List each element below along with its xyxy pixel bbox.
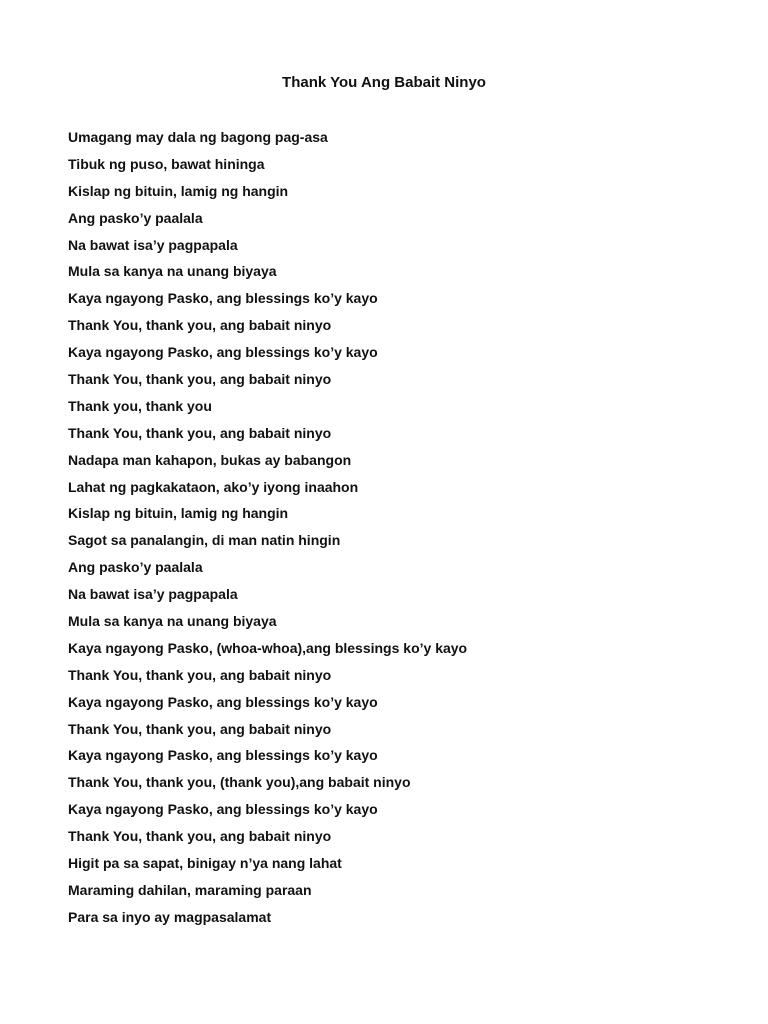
lyric-line: Tibuk ng puso, bawat hininga	[68, 155, 265, 172]
lyric-line: Para sa inyo ay magpasalamat	[68, 908, 272, 925]
lyric-line: Thank You, thank you, ang babait ninyo	[68, 666, 332, 683]
lyric-line: Mula sa kanya na unang biyaya	[68, 613, 277, 630]
lyric-line: Kaya ngayong Pasko, ang blessings ko’y kayo	[68, 693, 378, 710]
lyric-line: Ang pasko’y paalala	[68, 209, 203, 226]
lyric-line: Umagang may dala ng bagong pag-asa	[68, 129, 328, 145]
lyric-line: Kaya ngayong Pasko, ang blessings ko’y kayo	[68, 747, 378, 764]
lyric-line: Thank You, thank you, ang babait ninyo	[68, 720, 332, 737]
lyric-line: Kislap ng bituin, lamig ng hangin	[68, 182, 289, 199]
lyric-line: Na bawat isa’y pagpapala	[68, 586, 238, 603]
lyric-line: Kaya ngayong Pasko, (whoa-whoa),ang blessings ko’y kayo	[68, 639, 468, 656]
lyric-line: Thank you, thank you	[68, 397, 212, 414]
lyric-line: Thank You, thank you, ang babait ninyo	[68, 317, 332, 334]
lyric-line: Thank You, thank you, ang babait ninyo	[68, 371, 332, 388]
lyric-line: Kaya ngayong Pasko, ang blessings ko’y kayo	[68, 344, 378, 361]
lyrics-list	[68, 124, 467, 931]
lyric-line: Na bawat isa’y pagpapala	[68, 236, 238, 253]
lyric-line: Kaya ngayong Pasko, ang blessings ko’y kayo	[68, 290, 378, 307]
lyric-line: Kislap ng bituin, lamig ng hangin	[68, 505, 289, 522]
document-title: Thank You Ang Babait Ninyo	[282, 74, 486, 91]
lyric-line: Thank You, thank you, ang babait ninyo	[68, 424, 332, 441]
lyric-line: Thank You, thank you, (thank you),ang babait ninyo	[68, 774, 411, 791]
lyric-line: Lahat ng pagkakataon, ako’y iyong inaahon	[68, 478, 359, 495]
lyric-line: Kaya ngayong Pasko, ang blessings ko’y kayo	[68, 801, 378, 818]
lyric-line: Mula sa kanya na unang biyaya	[68, 263, 277, 280]
lyric-line: Sagot sa panalangin, di man natin hingin	[68, 532, 341, 549]
lyric-line: Thank You, thank you, ang babait ninyo	[68, 828, 332, 845]
lyric-line: Maraming dahilan, maraming paraan	[68, 881, 312, 898]
lyric-line: Nadapa man kahapon, bukas ay babangon	[68, 451, 352, 468]
lyric-line: Higit pa sa sapat, binigay n’ya nang lahat	[68, 855, 342, 872]
lyric-line: Ang pasko’y paalala	[68, 559, 203, 576]
